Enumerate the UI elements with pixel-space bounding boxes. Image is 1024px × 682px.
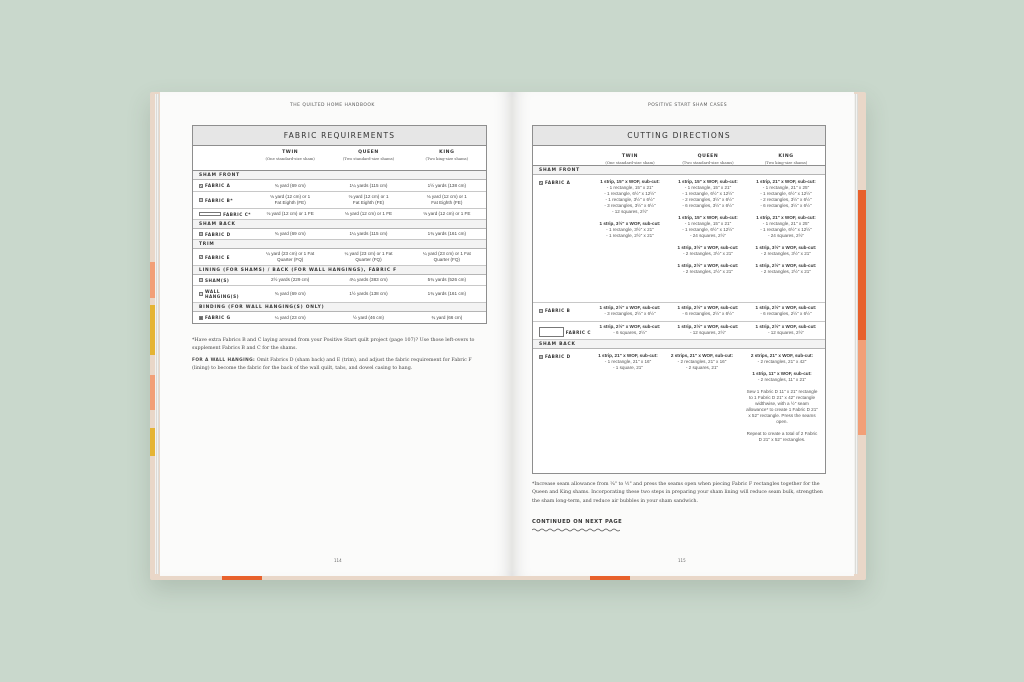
page-number: 114 xyxy=(334,558,342,563)
cut-block xyxy=(591,221,669,239)
page-edges xyxy=(854,94,858,574)
wavy-underline xyxy=(532,528,620,532)
cut-heading: 1 strip, 15" x WOF, sub-cut: xyxy=(600,179,660,184)
cut-block xyxy=(591,305,669,317)
cell: ¾ yard (69 cm) xyxy=(274,182,306,188)
fabric-swatch xyxy=(199,198,203,202)
table-row xyxy=(533,349,825,473)
cut-line: - 1 rectangle, 3½" x 6½" xyxy=(605,196,655,202)
table-title: FABRIC REQUIREMENTS xyxy=(193,126,486,146)
table-row xyxy=(193,209,486,220)
cell: ¼ yard (23 cm) or 1 Fat Quarter (FQ) xyxy=(422,251,471,262)
running-head: POSITIVE START SHAM CASES xyxy=(648,103,728,108)
fabric-swatch xyxy=(539,309,543,313)
fabric-swatch xyxy=(199,292,203,296)
cell: 2½ yards (229 cm) xyxy=(271,277,310,283)
cell: 1½ yards (138 cm) xyxy=(427,182,466,188)
cell xyxy=(591,303,669,319)
table-row xyxy=(533,322,825,340)
table-row xyxy=(193,275,486,286)
footnote: *Increase seam allowance from ¼" to ½" and press the seams open when piecing Fabric F rectangles together for the Queen and King shams. Incorporating these two steps in preparing your sham lining will reduce seam bulk, strengthen the sham long-term, and reduce air bubbles in your sham sandwich. xyxy=(532,482,823,504)
row-label: FABRIC A xyxy=(545,180,571,185)
cut-line: - 1 rectangle, 6½" x 12½" xyxy=(682,190,734,196)
row-label: SHAM(S) xyxy=(205,277,230,283)
cell: 1¼ yards (115 cm) xyxy=(349,182,388,188)
cut-block xyxy=(669,263,747,275)
cut-line: - 1 rectangle, 6½" x 12½" xyxy=(682,226,734,232)
cut-line: - 3 rectangles, 3½" x 6½" xyxy=(604,202,656,208)
cell: 4¼ yards (383 cm) xyxy=(349,277,388,283)
cut-block xyxy=(747,215,825,239)
fabric-swatch xyxy=(199,184,203,188)
cut-heading: 1 strip, 2½" x WOF, sub-cut: xyxy=(677,324,739,329)
cell: ⅛ yard (12 cm) or 1 FE xyxy=(266,211,314,217)
cell: ⅛ yard (12 cm) or 1 Fat Eighth (FE) xyxy=(426,194,467,205)
cell xyxy=(591,349,665,375)
cut-line: - 12 squares, 2½" xyxy=(689,329,727,335)
cut-line: - 1 rectangle, 15" x 21" xyxy=(606,184,654,190)
wall-hanging-note xyxy=(192,357,487,374)
col-king: KING xyxy=(778,154,794,159)
fabric-swatch xyxy=(199,212,221,216)
cut-line: - 2 rectangles, 3½" x 6½" xyxy=(760,196,812,202)
fabric-swatch xyxy=(539,355,543,359)
cut-line: - 1 rectangle, 21" x 25" xyxy=(762,220,810,226)
cut-block xyxy=(747,245,825,257)
cut-line: - 1 rectangle, 6½" x 12½" xyxy=(760,190,812,196)
cut-line: - 2 rectangles, 3½" x 21" xyxy=(683,250,733,256)
cut-line: Repeat to create a total of 2 Fabric D 21" x 52" rectangles. xyxy=(746,430,818,442)
cut-heading: 1 strip, 21" x WOF, sub-cut: xyxy=(756,214,816,220)
cut-heading: 1 strip, 3½" x WOF, sub-cut: xyxy=(755,244,817,250)
cut-line: - 1 rectangle, 6½" x 12½" xyxy=(604,190,656,196)
cut-block xyxy=(745,431,819,443)
cut-line: - 6 squares, 2½" xyxy=(613,329,647,335)
cut-line: - 12 squares, 2½" xyxy=(611,208,649,214)
cut-block xyxy=(669,245,747,257)
cell: ⅛ yard (12 cm) or 1 FE xyxy=(423,211,471,217)
col-queen: QUEEN xyxy=(358,150,379,155)
cut-heading: 1 strip, 2½" x WOF, sub-cut: xyxy=(599,305,661,310)
cut-line: - 6 rectangles, 3½" x 6½" xyxy=(760,202,812,208)
cut-heading: 1 strip, 15" x WOF, sub-cut: xyxy=(678,214,738,220)
cell: ⅛ yard (12 cm) or 1 FE xyxy=(344,211,393,217)
cell: 1¾ yards (161 cm) xyxy=(427,231,466,237)
fabric-swatch xyxy=(199,316,203,320)
cut-heading: 1 strip, 2½" x WOF, sub-cut: xyxy=(677,262,739,268)
table-row xyxy=(193,180,486,192)
cut-line: - 2 squares, 21" xyxy=(685,364,719,370)
cut-line: - 1 rectangle, 3½" x 21" xyxy=(606,226,654,232)
fabric-requirements-table xyxy=(192,125,487,324)
col-twin-sub: (One standard-size sham) xyxy=(605,160,655,165)
table-row xyxy=(193,312,486,323)
cut-block xyxy=(669,324,747,336)
fabric-swatch xyxy=(199,255,203,259)
col-twin-sub: (One standard-size sham) xyxy=(265,156,315,161)
col-queen-sub: (Two standard-size shams) xyxy=(342,156,395,161)
table-row xyxy=(193,192,486,209)
cut-heading: 1 strip, 3½" x WOF, sub-cut: xyxy=(599,220,661,226)
cut-line: - 2 rectangles, 21" x 42" xyxy=(757,358,807,364)
cut-line: - 1 rectangle, 15" x 21" xyxy=(684,184,732,190)
cut-line: - 1 square, 21" xyxy=(613,364,643,370)
cell: 1¾ yards (161 cm) xyxy=(427,291,466,297)
cover-stripe xyxy=(858,190,866,340)
cell xyxy=(591,322,669,338)
table-row xyxy=(193,249,486,266)
fabric-swatch xyxy=(199,232,203,236)
cell: 1½ yards (138 cm) xyxy=(349,291,388,297)
cut-block xyxy=(665,353,739,371)
cut-line: - 2 rectangles, 3½" x 21" xyxy=(761,250,811,256)
section-lining: LINING (FOR SHAMS) / BACK (FOR WALL HANGINGS), FABRIC F xyxy=(193,266,486,275)
cell: 1¼ yards (115 cm) xyxy=(349,231,388,237)
cut-line: - 6 rectangles, 2½" x 6½" xyxy=(682,310,734,316)
table-title: CUTTING DIRECTIONS xyxy=(533,126,825,146)
section-sham-front: SHAM FRONT xyxy=(533,166,825,175)
cell xyxy=(669,322,747,338)
cut-line: - 1 rectangle, 21" x 16" xyxy=(604,358,652,364)
cell: ¾ yard (69 cm) xyxy=(274,231,306,237)
row-label: FABRIC E xyxy=(205,254,230,260)
section-trim: TRIM xyxy=(193,240,486,249)
row-label: FABRIC B* xyxy=(205,197,234,203)
cut-heading: 1 strip, 15" x WOF, sub-cut: xyxy=(678,179,738,184)
col-twin: TWIN xyxy=(621,154,639,159)
running-head: THE QUILTED HOME HANDBOOK xyxy=(290,103,375,108)
cut-line: - 2 rectangles, 2½" x 21" xyxy=(761,268,811,274)
cut-line: - 24 squares, 2½" xyxy=(767,232,805,238)
column-headers xyxy=(533,146,825,166)
col-king: KING xyxy=(439,150,455,155)
cut-block xyxy=(669,305,747,317)
cell: ⅛ yard (12 cm) or 1 Fat Eighth (FE) xyxy=(270,194,311,205)
cut-block xyxy=(591,179,669,215)
cut-line: - 12 squares, 2½" xyxy=(767,329,805,335)
row-label: FABRIC B xyxy=(545,308,571,313)
wall-hanging-label: FOR A WALL HANGING: xyxy=(192,358,256,363)
row-label: WALL HANGING(S) xyxy=(205,289,240,299)
row-label: FABRIC C xyxy=(565,329,591,335)
cut-block xyxy=(745,371,819,383)
cover-stripe xyxy=(858,340,866,435)
row-label: FABRIC C* xyxy=(223,211,251,217)
cell: ½ yard (46 cm) xyxy=(353,314,384,320)
col-king-sub: (Two king-size shams) xyxy=(425,156,469,161)
row-label: FABRIC A xyxy=(205,183,231,188)
cut-block xyxy=(747,305,825,317)
cell: 5¾ yards (526 cm) xyxy=(427,277,466,283)
cut-heading: 2 strips, 21" x WOF, sub-cut: xyxy=(750,353,814,358)
cut-block xyxy=(745,353,819,365)
cut-block xyxy=(591,324,669,336)
section-binding: BINDING (FOR WALL HANGING(S) ONLY) xyxy=(193,303,486,312)
cut-block xyxy=(669,179,747,209)
cut-block xyxy=(745,389,819,425)
cutting-directions-table xyxy=(532,125,826,474)
cell: ¼ yard (23 cm) xyxy=(274,314,306,320)
cell: ¾ yard (66 cm) xyxy=(431,314,463,320)
cut-line: - 2 rectangles, 21" x 16" xyxy=(677,358,727,364)
cut-line: - 1 rectangle, 15" x 21" xyxy=(684,220,732,226)
cell xyxy=(591,175,669,243)
cell xyxy=(747,303,825,319)
cut-block xyxy=(747,263,825,275)
cut-heading: 1 strip, 3½" x WOF, sub-cut: xyxy=(677,244,739,250)
cut-heading: 1 strip, 2½" x WOF, sub-cut: xyxy=(755,262,817,268)
cut-line: Sew 1 Fabric D 11" x 21" rectangle to 1 Fabric D 21" x 42" rectangle widthwise, with a ½" seam allowance* to create 1 Fabric D 21" x 52" rectangle. Press the seams open. xyxy=(746,388,818,424)
row-label: FABRIC D xyxy=(205,231,231,237)
cut-block xyxy=(669,215,747,239)
cut-line: - 1 rectangle, 6½" x 12½" xyxy=(760,226,812,232)
cell xyxy=(747,175,825,279)
cell xyxy=(669,175,747,279)
cell xyxy=(665,349,739,375)
cell xyxy=(739,349,825,447)
cut-heading: 1 strip, 11" x WOF, sub-cut: xyxy=(752,370,812,376)
continued-on-next-page[interactable]: CONTINUED ON NEXT PAGE xyxy=(532,519,623,525)
col-twin: TWIN xyxy=(282,150,299,155)
table-row xyxy=(193,286,486,303)
cut-heading: 1 strip, 2½" x WOF, sub-cut: xyxy=(599,324,661,329)
cut-line: - 2 rectangles, 11" x 21" xyxy=(757,376,807,382)
cell: ¼ yard (23 cm) or 1 Fat Quarter (FQ) xyxy=(344,251,393,262)
cut-line: - 1 rectangle, 21" x 25" xyxy=(762,184,810,190)
cell: ¼ yard (23 cm) or 1 Fat Quarter (FQ) xyxy=(266,251,315,262)
table-row xyxy=(193,229,486,240)
cell xyxy=(669,303,747,319)
col-queen-sub: (Two standard-size shams) xyxy=(682,160,734,165)
cut-heading: 1 strip, 2½" x WOF, sub-cut: xyxy=(755,305,817,310)
fabric-swatch xyxy=(199,278,203,282)
column-headers xyxy=(193,146,486,171)
page-edges xyxy=(155,94,159,574)
cut-heading: 1 strip, 2½" x WOF, sub-cut: xyxy=(755,324,817,329)
cell xyxy=(747,322,825,338)
section-sham-back: SHAM BACK xyxy=(193,220,486,229)
fabric-swatch xyxy=(539,181,543,185)
cut-line: - 24 squares, 2½" xyxy=(689,232,727,238)
fabric-swatch xyxy=(539,327,564,337)
col-queen: QUEEN xyxy=(697,154,719,159)
cell: ¾ yard (69 cm) xyxy=(274,291,306,297)
row-label: FABRIC G xyxy=(205,315,231,320)
cut-heading: 2 strips, 21" x WOF, sub-cut: xyxy=(670,353,734,358)
cut-heading: 1 strip, 2½" x WOF, sub-cut: xyxy=(677,305,739,310)
wall-hanging-text: Omit Fabrics D (sham back) and E (trim), and adjust the fabric requirement for Fabric F (lining) to become the fabric for the back of the wall quilt, tabs, and dowel casing to hang. xyxy=(192,358,472,372)
footnote: *Have extra Fabrics B and C laying around from your Positive Start quilt project (page 107)? Use those left-overs to supplement Fabrics B and C for the shams. xyxy=(192,338,475,352)
section-sham-front: SHAM FRONT xyxy=(193,171,486,180)
page-number: 115 xyxy=(678,558,686,563)
row-label: FABRIC D xyxy=(545,354,571,359)
cut-line: - 2 rectangles, 3½" x 6½" xyxy=(682,196,734,202)
cut-line: - 2 rectangles, 2½" x 21" xyxy=(683,268,733,274)
cut-line: - 6 rectangles, 3½" x 6½" xyxy=(682,202,734,208)
cut-block xyxy=(591,353,665,371)
cell: ⅛ yard (12 cm) or 1 Fat Eighth (FE) xyxy=(348,194,389,205)
cut-heading: 1 strip, 21" x WOF, sub-cut: xyxy=(598,353,658,358)
cut-line: - 1 rectangle, 2½" x 21" xyxy=(606,232,654,238)
cut-block xyxy=(747,179,825,209)
table-row xyxy=(533,175,825,303)
cut-line: - 3 rectangles, 2½" x 6½" xyxy=(604,310,656,316)
col-king-sub: (Two king-size shams) xyxy=(764,160,808,165)
cut-block xyxy=(747,324,825,336)
cut-line: - 6 rectangles, 2½" x 6½" xyxy=(760,310,812,316)
cut-heading: 1 strip, 21" x WOF, sub-cut: xyxy=(756,179,816,184)
table-row xyxy=(533,303,825,322)
section-sham-back: SHAM BACK xyxy=(533,340,825,349)
